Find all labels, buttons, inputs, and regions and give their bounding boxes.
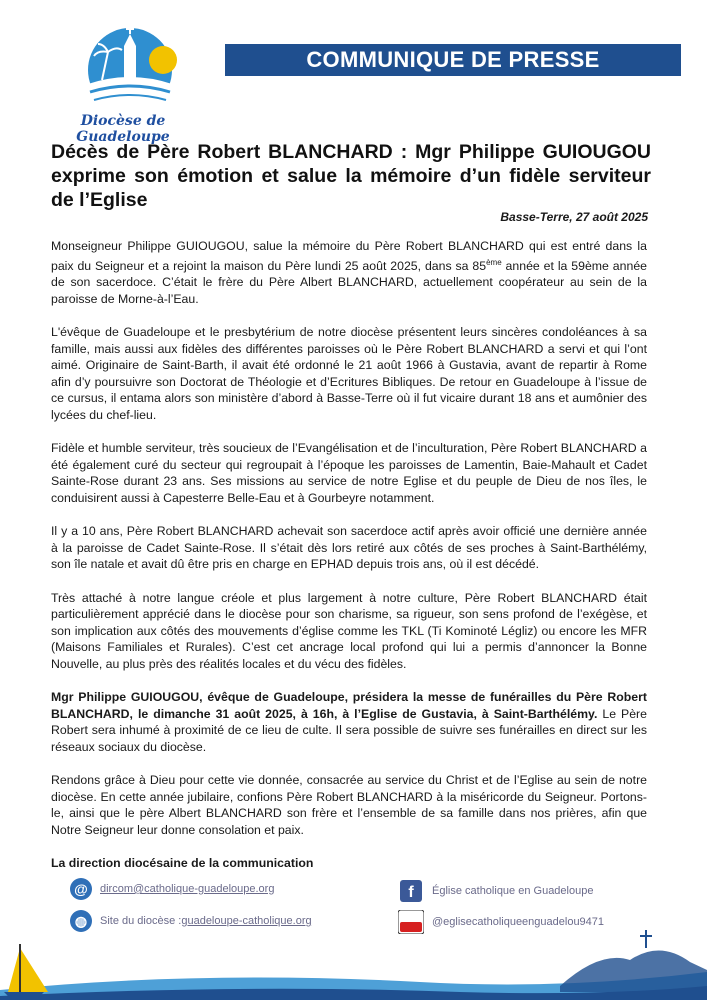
funeral-announcement: Mgr Philippe GUIOUGOU, évêque de Guadeloupe, présidera la messe de funérailles du Père Robert BLANCHARD, le dimanche 31 août 2025, à 16h, à l’Eglise de Gustavia, à Saint-Barthélémy. [51,690,647,721]
paragraph-3: Fidèle et humble serviteur, très soucieux de l’Evangélisation et de l’inculturation, Père Robert BLANCHARD a été également curé du secteur qui regroupait à l’époque les paroisses de Lamentin, Baie-Mahault et Cadet Sainte-Rose durant 23 ans. Ses missions au service de notre Eglise et du peuple de Dieu de nos îles, le conduisirent aussi à Capesterre Belle-Eau et à Gourbeyre notamment. [51,441,647,505]
site-link[interactable]: guadeloupe-catholique.org [181,915,312,927]
paragraph-5: Très attaché à notre langue créole et plus largement à notre culture, Père Robert BLANCHARD était particulièrement apprécié dans le diocèse pour son charisme, sa rigueur, son sens profond de l’exégèse, et son implication aux côtés des mouvements d’église comme les TKL (Ti Kominoté Légliz) ou encore les MFR (Maisons Familiales et Rurales). C’est cet ancrage local profond qui lui a permis d’annoncer la Bonne Nouvelle, au plus près des réalités locales et du vécu des fidèles. [51,590,647,671]
paragraph-6 [51,689,647,755]
at-icon: @ [70,878,92,900]
paragraph-4: Il y a 10 ans, Père Robert BLANCHARD achevait son sacerdoce actif après avoir officié une dernière année à la paroisse de Cadet Sainte-Rose. Il s’était dès lors retiré aux côtés de ses proches à Saint-Barthélémy, son île natale et avait dû être pris en charge en EPHAD depuis trois ans, où il est décédé. [51,524,647,572]
p1-part-b: année et la 59ème année de son sacerdoce. C’était le frère du Père Albert BLANCHARD, actuellement coopérateur au sein de la paroisse de Morne-à-l’Eau. [51,258,647,306]
p1-sup: ème [486,257,502,267]
logo-text: Diocèse de Guadeloupe [76,113,170,145]
place-date: Basse-Terre, 27 août 2025 [500,210,648,224]
email-link[interactable]: dircom@catholique-guadeloupe.org [100,883,275,895]
site-label: Site du diocèse : [100,915,182,927]
globe-icon: ◍ [70,910,92,932]
signature: La direction diocésaine de la communication [51,856,314,871]
headline: Décès de Père Robert BLANCHARD : Mgr Philippe GUIOUGOU exprime son émotion et salue la mémoire d’un fidèle serviteur de l’Eglise [51,141,651,211]
paragraph-1 [51,238,647,307]
press-release-banner: COMMUNIQUE DE PRESSE [225,44,681,76]
footer-youtube[interactable] [398,910,604,934]
facebook-icon: f [400,880,422,902]
paragraph-2: L'évêque de Guadeloupe et le presbytérium de notre diocèse présentent leurs sincères condoléances à sa famille, mais aussi aux fidèles des différentes paroisses où le Père Robert BLANCHARD a servi et qui l’ont aimé. Originaire de Saint-Barth, il avait été ordonné le 21 août 1966 à Gustavia, avant de repartir à Rome afin d’y poursuivre son Doctorat de Théologie et d’Ecritures Bibliques. De retour en Guadeloupe à l’issue de ce cursus, il entama alors son ministère d’abord à Basse-Terre où il fut vicaire durant 18 ans et aumônier des lycées du chef-lieu. [51,325,647,423]
footer-facebook[interactable] [400,880,593,902]
p6-rest: Le Père Robert sera inhumé à proximité de ce lieu de culte. Il sera possible de suivre ses funérailles en direct sur les réseaux sociaux du diocèse. [51,706,647,754]
youtube-icon [398,910,424,934]
youtube-handle[interactable]: @eglisecatholiqueenguadelou9471 [432,916,605,928]
facebook-label[interactable]: Église catholique en Guadeloupe [432,885,594,897]
paragraph-7: Rendons grâce à Dieu pour cette vie donnée, consacrée au service du Christ et de l’Eglise au sein de notre diocèse. En cette année jubilaire, confions Père Robert BLANCHARD à la miséricorde du Seigneur. Portons-le, ainsi que le père Albert BLANCHARD son frère et l’ensemble de sa famille dans nos prières, afin que Notre Seigneur leur donne consolation et paix. [51,773,647,837]
footer-site[interactable] [70,910,312,932]
p1-part-a: Monseigneur Philippe GUIOUGOU, salue la mémoire du Père Robert BLANCHARD qui est entré dans la paix du Seigneur et a rejoint la maison du Père lundi 25 août 2025, dans sa 85 [51,239,647,273]
article-body [51,238,647,888]
footer-email[interactable] [70,878,274,900]
